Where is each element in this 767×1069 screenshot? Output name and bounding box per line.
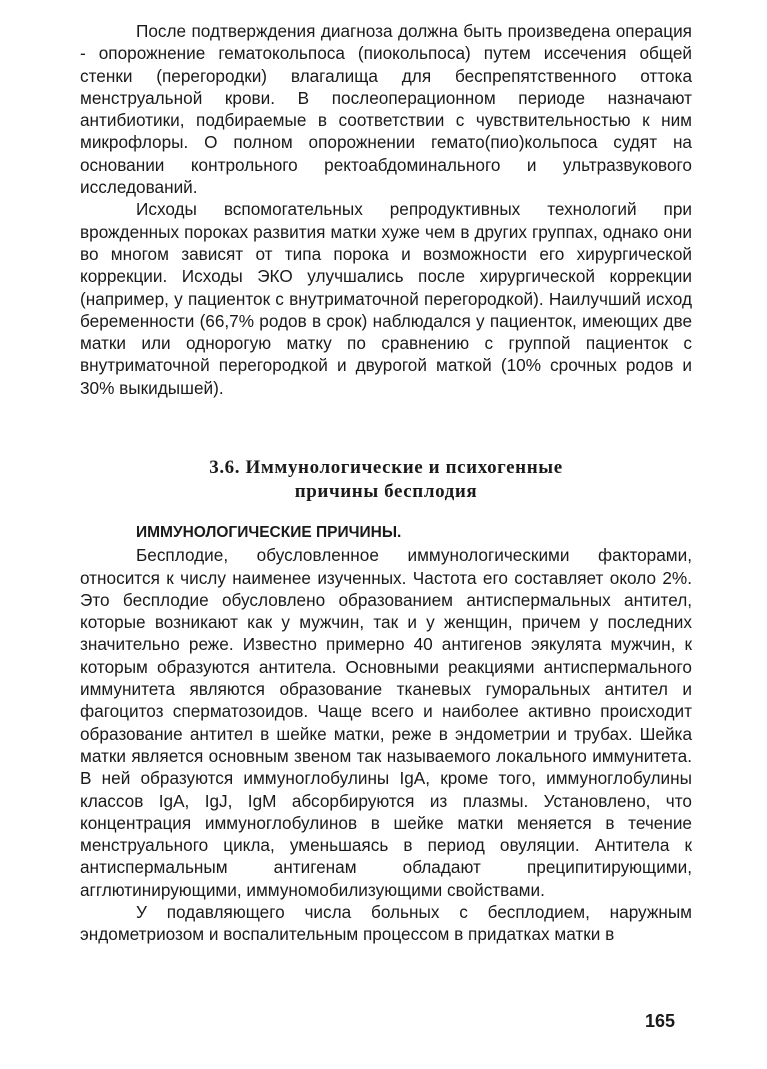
paragraph-immunological-infertility: Бесплодие, обусловленное иммунологическими факторами, относится к числу наименее изученных. Частота его составляет около 2%. Это бесплодие обусловлено образованием антиспермальных антител, которые возникают как у мужчин, так и у женщин, причем у последних значительно реже. Известно примерно 40 антигенов эякулята мужчин, к которым образуются антитела. Основными реакциями антиспермального иммунитета являются образование тканевых гуморальных антител и фагоцитоз сперматозоидов. Чаще всего и наиболее активно происходит образование антител в шейке матки, реже в эндометрии и трубах. Шейка матки является основным звеном так называемого локального иммунитета. В ней образуются иммуноглобулины IgA, кроме того, иммуноглобулины классов IgA, IgJ, IgM абсорбируются из плазмы. Установлено, что концентрация иммуноглобулинов в шейке матки меняется в течение менструального цикла, уменьшаясь в период овуляции. Антитела к антиспермальным антигенам обладают преципитирующими, агглютинирующими, иммуномобилизующими свойствами. (80, 545, 692, 900)
bottom-text-block (80, 522, 692, 946)
paragraph-diagnosis-operation: После подтверждения диагноза должна быть произведена операция - опорожнение гематокольпоса (пиокольпоса) путем иссечения общей стенки (перегородки) влагалища для беспрепятственного оттока менструальной крови. В послеоперационном периоде назначают антибиотики, подбираемые в соответствии с чувствительностью к ним микрофлоры. О полном опорожнении гемато(пио)кольпоса судят на основании контрольного ректоабдоминального и ультразвукового исследований. (80, 21, 692, 198)
page-number: 165 (645, 1011, 676, 1031)
paragraph-majority-patients: У подавляющего числа больных с бесплодием, наружным эндометриозом и воспалительным процессом в придатках матки в (80, 902, 692, 945)
section-title-line-2: причины бесплодия (294, 481, 478, 502)
subheading-immunological-causes: ИММУНОЛОГИЧЕСКИЕ ПРИЧИНЫ. (136, 524, 402, 541)
paragraph-art-outcomes: Исходы вспомогательных репродуктивных технологий при врожденных пороках развития матки хуже чем в других группах, однако они во многом зависят от типа порока и возможности его хирургической коррекции. Исходы ЭКО улучшались после хирургической коррекции (например, у пациенток с внутриматочной перегородкой). Наилучший исход беременности (66,7% родов в срок) наблюдался у пациенток, имеющих две матки или однорогую матку по сравнению с группой пациенток с внутриматочной перегородкой и двурогой маткой (10% срочных родов и 30% выкидышей). (80, 199, 692, 398)
section-title (80, 456, 692, 504)
section-title-line-1: 3.6. Иммунологические и психогенные (209, 457, 563, 478)
top-text-block (80, 20, 692, 399)
